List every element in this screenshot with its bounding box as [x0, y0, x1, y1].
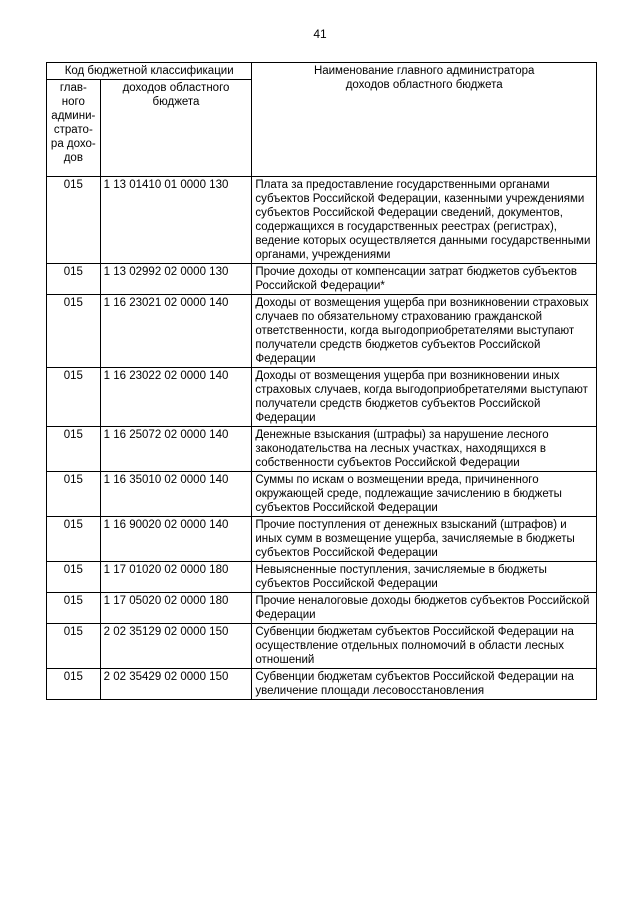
budget-code-group-header: Код бюджетной классификации	[47, 63, 252, 80]
table-row	[47, 669, 597, 700]
budget-code-cell: 1 16 23022 02 0000 140	[100, 368, 252, 427]
revenue-name-cell: Денежные взыскания (штрафы) за нарушение лесного законодательства на лесных участках, находящихся в собственности субъектов Российской Федерации	[252, 427, 597, 472]
table-row	[47, 593, 597, 624]
budget-code-cell: 2 02 35429 02 0000 150	[100, 669, 252, 700]
table-row	[47, 368, 597, 427]
budget-code-cell: 1 16 25072 02 0000 140	[100, 427, 252, 472]
page-number: 41	[313, 27, 327, 41]
table-header-row	[47, 63, 597, 80]
administrator-code-cell: 015	[47, 517, 101, 562]
table-row	[47, 427, 597, 472]
budget-classification-table	[46, 62, 597, 700]
table-row	[47, 295, 597, 368]
administrator-code-cell: 015	[47, 624, 101, 669]
administrator-code-cell: 015	[47, 472, 101, 517]
table-row	[47, 472, 597, 517]
budget-code-cell: 1 16 90020 02 0000 140	[100, 517, 252, 562]
revenue-name-cell: Доходы от возмещения ущерба при возникновении иных страховых случаев, когда выгодоприобретателями выступают получатели средств бюджетов субъектов Российской Федерации	[252, 368, 597, 427]
revenue-name-cell: Невыясненные поступления, зачисляемые в бюджеты субъектов Российской Федерации	[252, 562, 597, 593]
administrator-code-cell: 015	[47, 427, 101, 472]
administrator-code-cell: 015	[47, 295, 101, 368]
table-row	[47, 264, 597, 295]
budget-code-cell: 1 13 01410 01 0000 130	[100, 177, 252, 264]
table-row	[47, 624, 597, 669]
administrator-code-cell: 015	[47, 669, 101, 700]
budget-code-cell: 1 13 02992 02 0000 130	[100, 264, 252, 295]
budget-code-cell: 2 02 35129 02 0000 150	[100, 624, 252, 669]
revenue-name-cell: Плата за предоставление государственными органами субъектов Российской Федерации, казенными учреждениями субъектов Российской Федерации сведений, документов, содержащихся в государственных реестрах (регистрах), ведение которых осуществляется данными государственными органами, учреждениями	[252, 177, 597, 264]
revenue-name-cell: Прочие доходы от компенсации затрат бюджетов субъектов Российской Федерации*	[252, 264, 597, 295]
revenue-name-cell: Суммы по искам о возмещении вреда, причиненного окружающей среде, подлежащие зачислению в бюджеты субъектов Российской Федерации	[252, 472, 597, 517]
budget-code-cell: 1 17 01020 02 0000 180	[100, 562, 252, 593]
budget-code-cell: 1 16 23021 02 0000 140	[100, 295, 252, 368]
revenue-code-header: доходов областного бюджета	[100, 80, 252, 177]
revenue-name-cell: Доходы от возмещения ущерба при возникновении страховых случаев по обязательному страхованию гражданской ответственности, когда выгодоприобретателями выступают получатели средств бюджетов субъектов Российской Федерации	[252, 295, 597, 368]
administrator-code-cell: 015	[47, 368, 101, 427]
table-row	[47, 177, 597, 264]
budget-code-cell: 1 16 35010 02 0000 140	[100, 472, 252, 517]
administrator-name-header: Наименование главного администратора доходов областного бюджета	[252, 63, 597, 177]
revenue-name-cell: Субвенции бюджетам субъектов Российской Федерации на осуществление отдельных полномочий в области лесных отношений	[252, 624, 597, 669]
administrator-code-cell: 015	[47, 177, 101, 264]
budget-code-cell: 1 17 05020 02 0000 180	[100, 593, 252, 624]
revenue-name-cell: Прочие поступления от денежных взысканий (штрафов) и иных сумм в возмещение ущерба, зачисляемые в бюджеты субъектов Российской Федерации	[252, 517, 597, 562]
administrator-code-cell: 015	[47, 264, 101, 295]
revenue-name-cell: Субвенции бюджетам субъектов Российской Федерации на увеличение площади лесовосстановления	[252, 669, 597, 700]
main-administrator-header: глав- ного админи- страто- ра дохо- дов	[47, 80, 101, 177]
table-row	[47, 562, 597, 593]
revenue-name-cell: Прочие неналоговые доходы бюджетов субъектов Российской Федерации	[252, 593, 597, 624]
administrator-code-cell: 015	[47, 593, 101, 624]
administrator-code-cell: 015	[47, 562, 101, 593]
table-row	[47, 517, 597, 562]
